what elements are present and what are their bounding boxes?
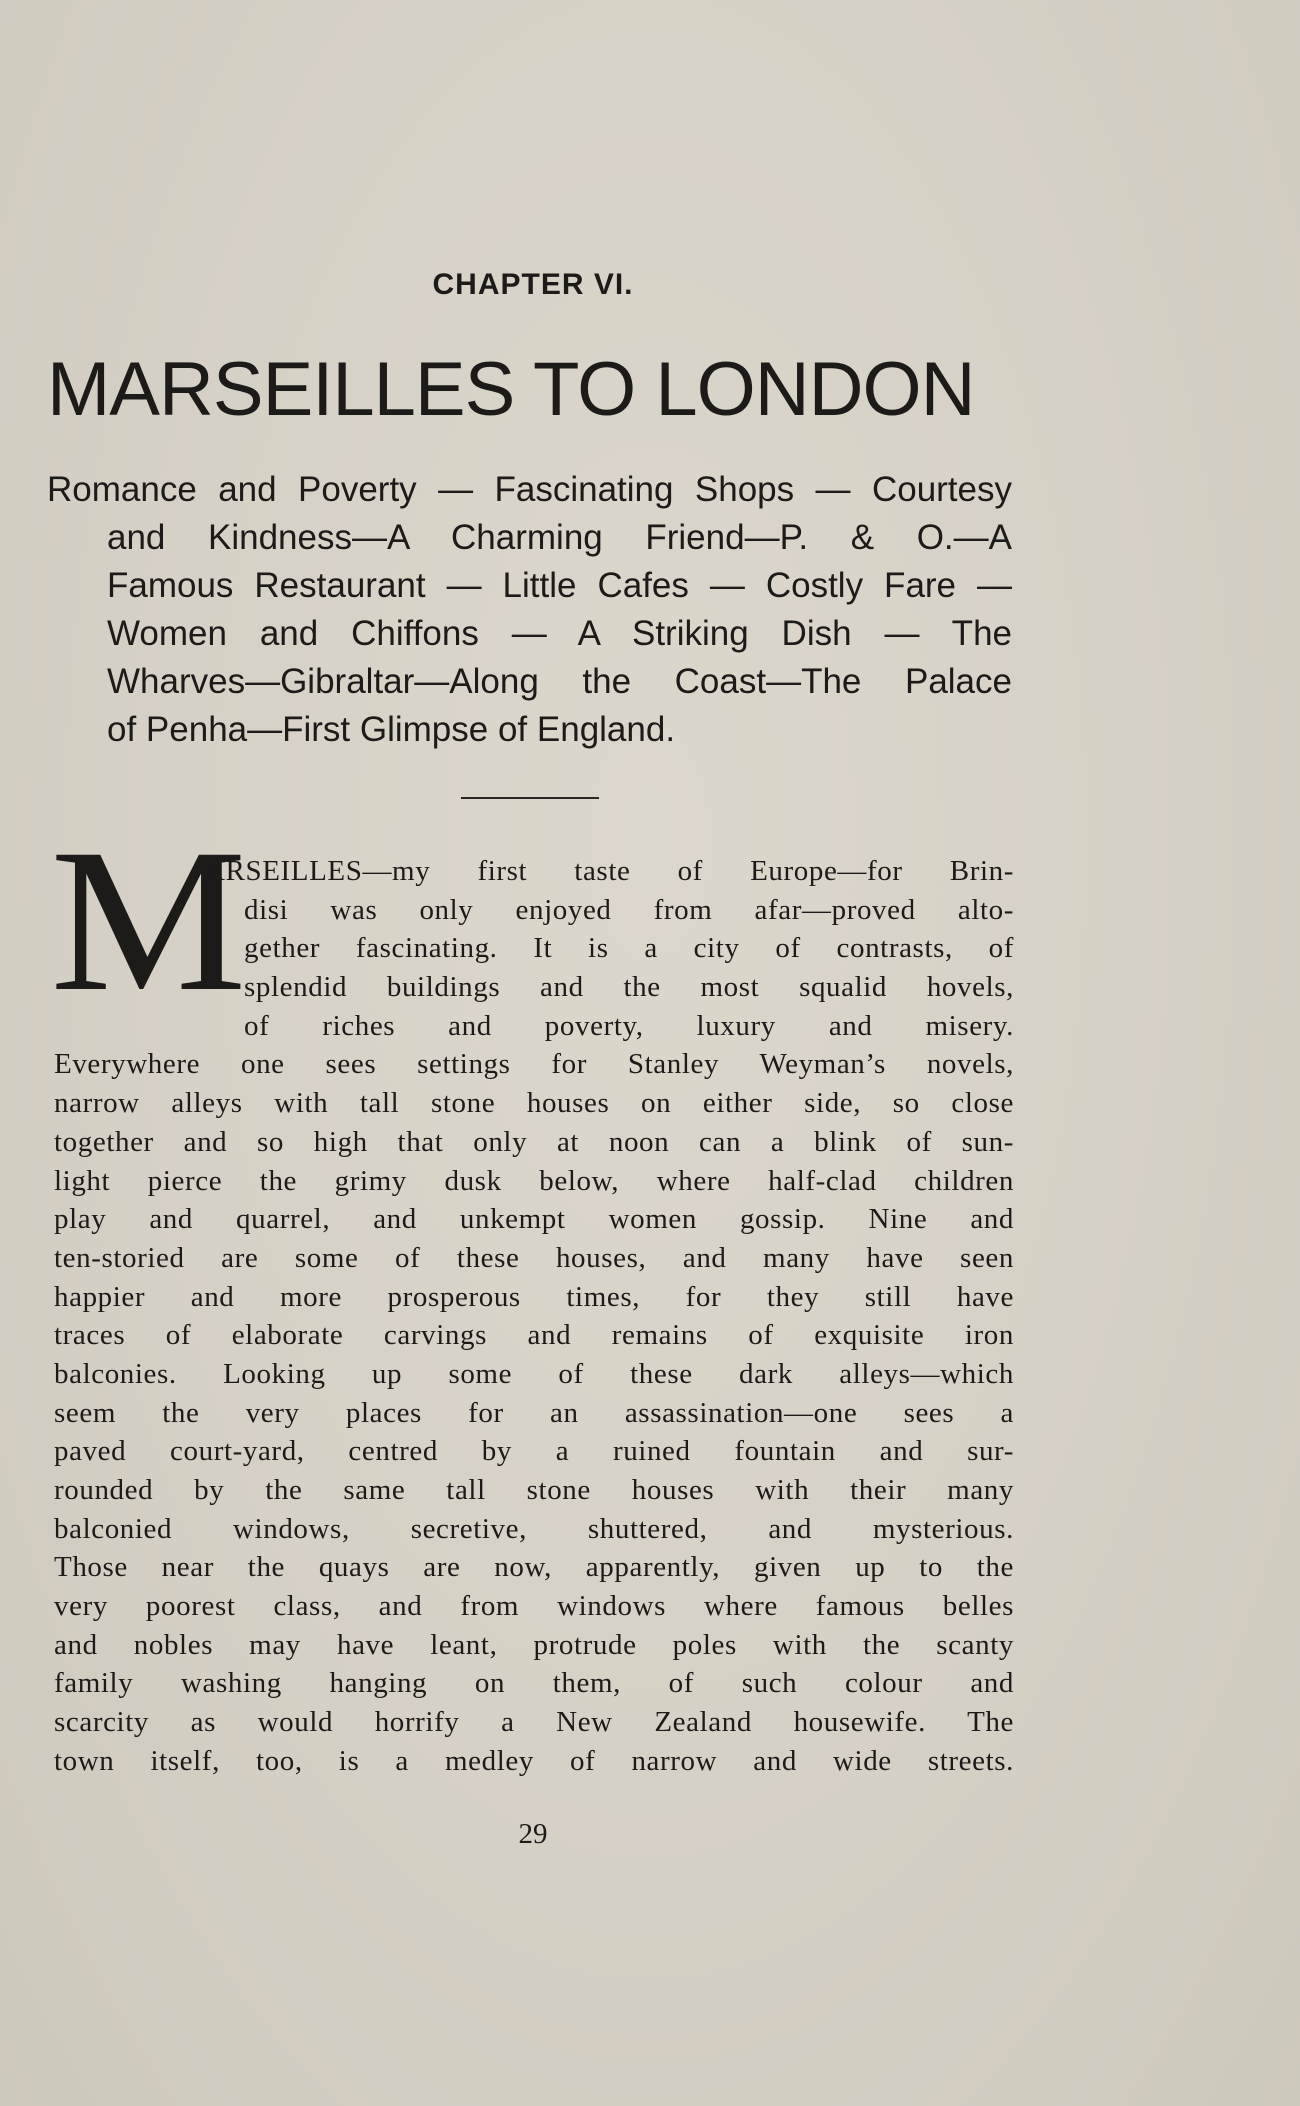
body-line: of riches and poverty, luxury and misery. [244,1009,1014,1042]
body-line: balconies. Looking up some of these dark alleys—which [54,1357,1014,1390]
synopsis-line: Wharves—Gibraltar—Along the Coast—The Palace [107,662,1012,701]
body-line: together and so high that only at noon can a blink of sun- [54,1125,1014,1158]
section-divider [461,797,599,799]
body-line: Everywhere one sees settings for Stanley Weyman’s novels, [54,1048,1014,1081]
body-line: town itself, too, is a medley of narrow and wide streets. [54,1744,1014,1777]
chapter-title: MARSEILLES TO LONDON [47,347,975,432]
body-line: splendid buildings and the most squalid hovels, [244,971,1014,1004]
body-line: gether fascinating. It is a city of contrasts, of [244,932,1014,965]
body-line: and nobles may have leant, protrude poles with the scanty [54,1628,1014,1661]
body-line: ARSEILLES—my first taste of Europe—for Brin- [204,855,1014,887]
body-line: very poorest class, and from windows where famous belles [54,1590,1014,1623]
synopsis-line: and Kindness—A Charming Friend—P. & O.—A [107,518,1012,557]
synopsis-line: Famous Restaurant — Little Cafes — Costly Fare — [107,566,1012,605]
body-paragraph [54,852,1014,1781]
synopsis-line: of Penha—First Glimpse of England. [107,710,676,749]
body-line: paved court-yard, centred by a ruined fountain and sur- [54,1435,1014,1468]
body-line: Those near the quays are now, apparently, given up to the [54,1551,1014,1584]
body-line: scarcity as would horrify a New Zealand housewife. The [54,1706,1014,1739]
body-line: light pierce the grimy dusk below, where half-clad children [54,1164,1014,1197]
drop-cap-letter: M [50,807,247,1034]
body-line: traces of elaborate carvings and remains of exquisite iron [54,1319,1014,1352]
body-line: rounded by the same tall stone houses with their many [54,1474,1014,1506]
body-line: balconied windows, secretive, shuttered, and mysterious. [54,1512,1014,1545]
synopsis-line: Women and Chiffons — A Striking Dish — The [107,614,1012,653]
chapter-synopsis [47,466,1012,754]
body-line: happier and more prosperous times, for they still have [54,1280,1014,1313]
body-line: seem the very places for an assassination—one sees a [54,1396,1014,1429]
body-line: disi was only enjoyed from afar—proved alto- [244,893,1014,926]
chapter-number: CHAPTER VI. [432,268,634,301]
synopsis-line: Romance and Poverty — Fascinating Shops — Courtesy [47,470,1012,509]
body-line: ten-storied are some of these houses, and many have seen [54,1241,1014,1274]
body-line: narrow alleys with tall stone houses on either side, so close [54,1087,1014,1120]
body-line: family washing hanging on them, of such colour and [54,1667,1014,1700]
body-line: play and quarrel, and unkempt women gossip. Nine and [54,1203,1014,1236]
page-number: 29 [518,1818,548,1850]
